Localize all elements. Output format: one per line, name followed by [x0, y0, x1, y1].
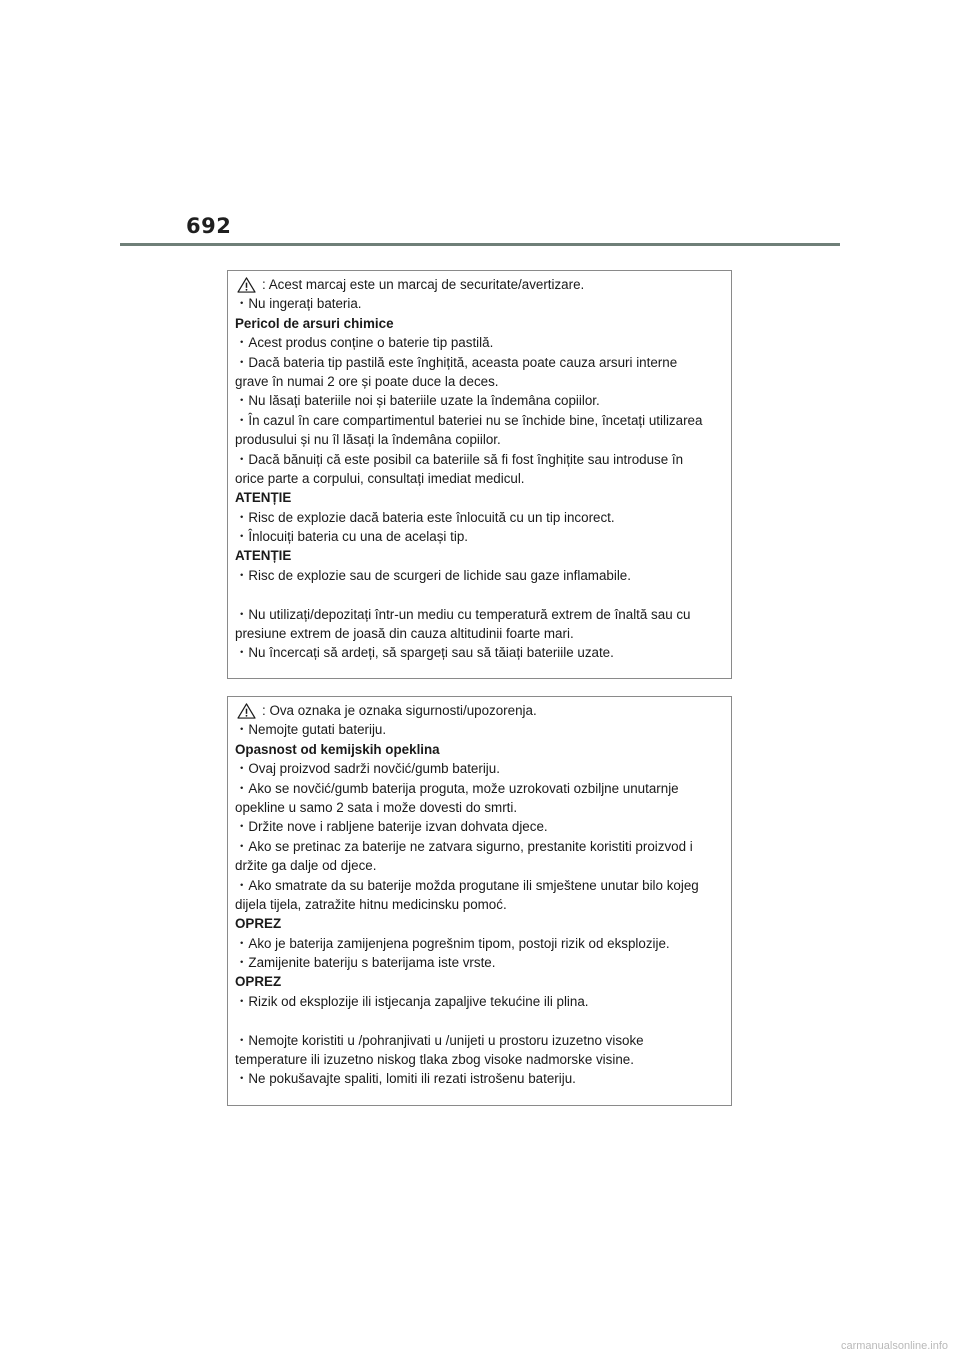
text-line: ・Nu ingerați bateria. — [235, 296, 362, 312]
text-line: ・Nu lăsați bateriile noi și bateriile uzate la îndemâna copiilor. — [235, 393, 600, 409]
section-heading: ATENȚIE — [235, 548, 292, 564]
text-line: ・Înlocuiți bateria cu una de același tip. — [235, 529, 468, 545]
text-line: ・Nemojte koristiti u /pohranjivati u /unijeti u prostoru izuzetno visoke — [235, 1032, 644, 1048]
box-lines — [235, 275, 725, 663]
text-line: ・Ovaj proizvod sadrži novčić/gumb bateriju. — [235, 761, 500, 777]
watermark: carmanualsonline.info — [840, 1340, 948, 1352]
text-line: ・Nu încercați să ardeți, să spargeți sau să tăiați bateriile uzate. — [235, 645, 614, 661]
text-line: orice parte a corpului, consultați imediat medicul. — [235, 470, 525, 486]
legend-text: : Ova oznaka je oznaka sigurnosti/upozorenja. — [262, 703, 537, 718]
text-line: ・Ako se pretinac za baterije ne zatvara sigurno, prestanite koristiti proizvod i — [235, 838, 693, 854]
text-line: produsului și nu îl lăsați la îndemâna copiilor. — [235, 432, 501, 448]
warning-legend-line — [235, 275, 725, 294]
legend-text: : Acest marcaj este un marcaj de securitate/avertizare. — [262, 277, 585, 292]
text-line: presiune extrem de joasă din cauza altitudinii foarte mari. — [235, 626, 574, 642]
warning-box-romanian — [227, 270, 732, 679]
text-line: ・Nemojte gutati bateriju. — [235, 722, 387, 738]
text-line: ・Ako je baterija zamijenjena pogrešnim tipom, postoji rizik od eksplozije. — [235, 935, 670, 951]
text-line: ・Rizik od eksplozije ili istjecanja zapaljive tekućine ili plina. — [235, 993, 589, 1009]
warning-triangle-icon — [237, 703, 256, 719]
text-line: temperature ili izuzetno niskog tlaka zbog visoke nadmorske visine. — [235, 1052, 634, 1068]
text-line: ・Ako se novčić/gumb baterija proguta, može uzrokovati ozbiljne unutarnje — [235, 780, 679, 796]
warning-legend-line — [235, 701, 725, 720]
blank-line — [235, 585, 725, 604]
box-lines — [235, 701, 725, 1089]
section-heading: OPREZ — [235, 916, 282, 932]
text-line: ・Držite nove i rabljene baterije izvan dohvata djece. — [235, 819, 548, 835]
text-line: opekline u samo 2 sata i može dovesti do smrti. — [235, 799, 518, 815]
text-line: ・Risc de explozie sau de scurgeri de lichide sau gaze inflamabile. — [235, 567, 631, 583]
text-line: ・Ne pokušavajte spaliti, lomiti ili rezati istrošenu bateriju. — [235, 1071, 576, 1087]
section-heading: Opasnost od kemijskih opeklina — [235, 741, 440, 757]
warning-triangle-icon — [237, 277, 256, 293]
text-line: ・Risc de explozie dacă bateria este înlocuită cu un tip incorect. — [235, 509, 615, 525]
text-line: ・Dacă bănuiți că este posibil ca bateriile să fi fost înghițite sau introduse în — [235, 451, 684, 467]
section-heading: OPREZ — [235, 974, 282, 990]
blank-line — [235, 1011, 725, 1030]
text-line: dijela tijela, zatražite hitnu medicinsku pomoć. — [235, 896, 507, 912]
page-number: 692 — [186, 214, 232, 238]
text-line: grave în numai 2 ore și poate duce la deces. — [235, 373, 499, 389]
text-line: ・Ako smatrate da su baterije možda progutane ili smještene unutar bilo kojeg — [235, 877, 699, 893]
text-line: ・Zamijenite bateriju s baterijama iste vrste. — [235, 955, 496, 971]
text-line: ・În cazul în care compartimentul bateriei nu se închide bine, încetați utilizarea — [235, 412, 703, 428]
warning-box-croatian — [227, 696, 732, 1106]
text-line: ・Nu utilizați/depozitați într-un mediu cu temperatură extrem de înaltă sau cu — [235, 606, 691, 622]
section-heading: Pericol de arsuri chimice — [235, 315, 394, 331]
header-rule — [120, 243, 840, 246]
text-line: ・Dacă bateria tip pastilă este înghițită, aceasta poate cauza arsuri interne — [235, 354, 678, 370]
section-heading: ATENȚIE — [235, 490, 292, 506]
text-line: držite ga dalje od djece. — [235, 858, 377, 874]
text-line: ・Acest produs conține o baterie tip pastilă. — [235, 335, 494, 351]
